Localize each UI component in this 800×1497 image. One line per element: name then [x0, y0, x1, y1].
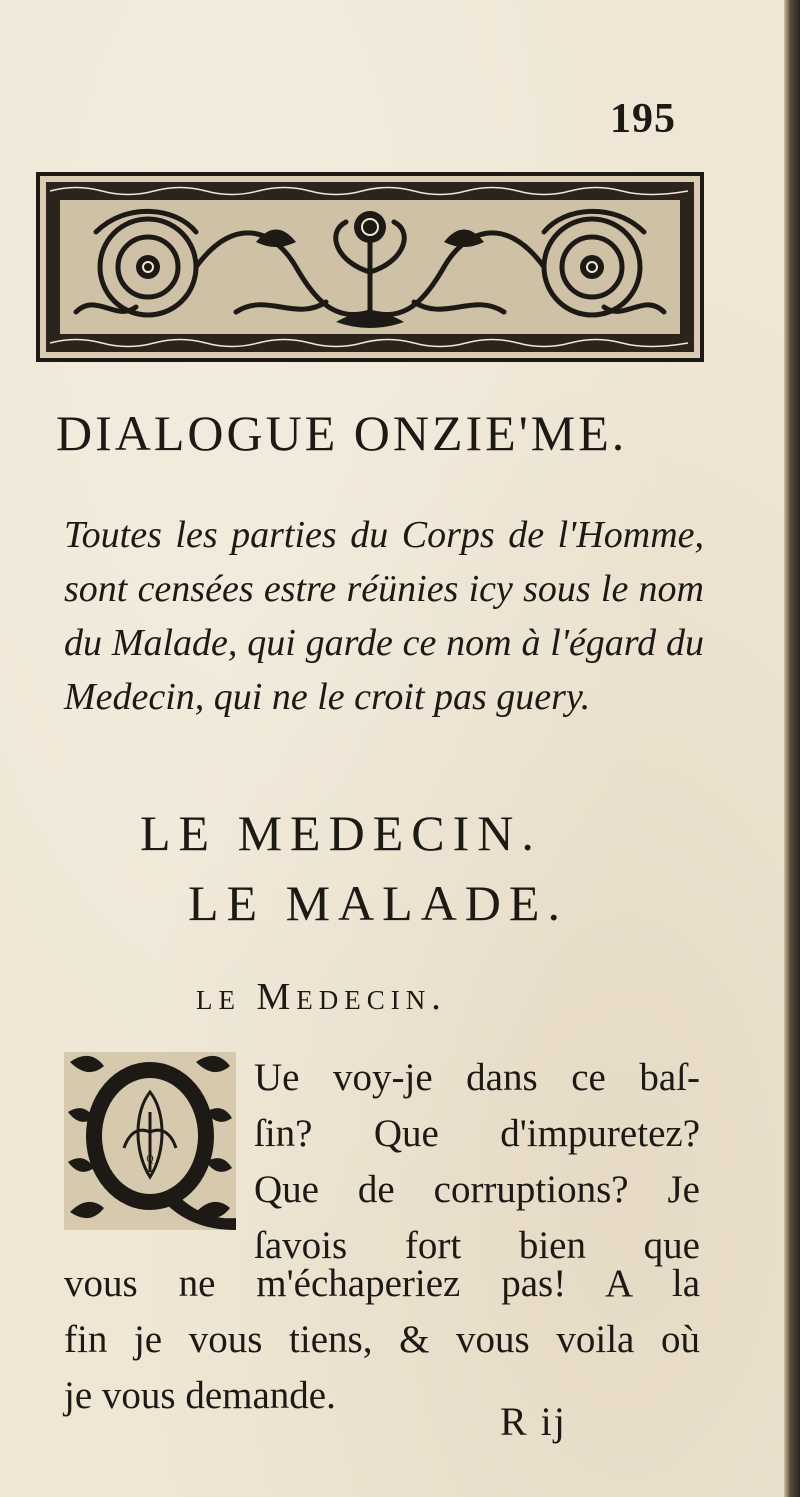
body-line: Ue voy-je dans ce baſ- — [254, 1056, 700, 1099]
dropcap-letter: Q — [146, 1154, 154, 1165]
body-line: fin je vous tiens, & vous voila où — [64, 1318, 700, 1361]
dialogue-summary: Toutes les parties du Corps de l'Homme, sont censées estre réünies icy sous le nom du Malade, qui garde ce nom à l'égard du Medecin, qui ne le croit pas guery. — [64, 514, 704, 718]
interlocutor-medecin: LE MEDECIN. — [140, 805, 542, 861]
body-line: je vous demande. — [64, 1374, 336, 1417]
interlocutors-list — [0, 798, 784, 938]
body-line: ſin? Que d'impuretez? — [254, 1112, 700, 1155]
body-line: Que de corruptions? Je — [254, 1168, 700, 1211]
page-number: 195 — [610, 96, 676, 142]
body-text-continuation — [64, 1256, 700, 1424]
floral-headpiece-ornament-icon — [36, 172, 704, 362]
body-text-first-block — [254, 1050, 700, 1274]
decorated-initial-q-icon — [64, 1052, 236, 1230]
body-line: ſavois fort bien que — [254, 1224, 700, 1267]
signature-mark: R ij — [500, 1399, 567, 1444]
interlocutor-malade: LE MALADE. — [188, 875, 568, 931]
page-edge-shadow — [784, 0, 800, 1497]
speaker-heading: le Medecin. — [196, 976, 447, 1018]
body-line: vous ne m'échaperiez pas! A la — [64, 1262, 700, 1305]
dialogue-title: DIALOGUE ONZIE'ME. — [56, 405, 628, 461]
